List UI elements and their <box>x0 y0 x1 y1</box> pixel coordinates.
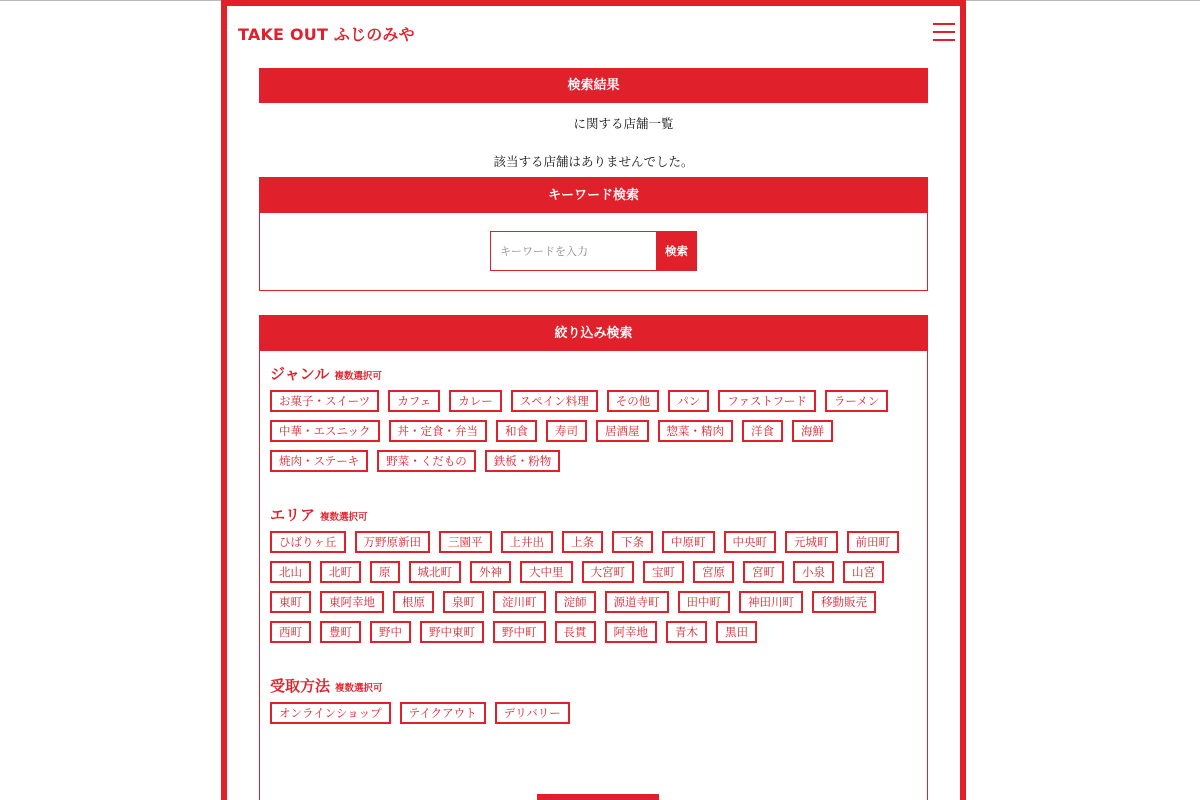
area-title: エリア <box>270 506 316 524</box>
area-tag[interactable]: 青木 <box>666 621 707 643</box>
main-content <box>259 68 928 800</box>
area-tag[interactable]: 東阿幸地 <box>320 591 384 613</box>
pickup-tag-list <box>270 702 917 732</box>
area-tag[interactable]: 万野原新田 <box>355 531 431 553</box>
keyword-search-heading: キーワード検索 <box>260 178 927 213</box>
area-tag[interactable]: 大中里 <box>520 561 573 583</box>
genre-tag[interactable]: カレー <box>449 390 502 412</box>
area-tag[interactable]: 上井出 <box>501 531 554 553</box>
genre-tag[interactable]: 野菜・くだもの <box>377 450 476 472</box>
empty-results-message: 該当する店舗はありませんでした。 <box>493 154 694 169</box>
area-tag[interactable]: 宮町 <box>743 561 784 583</box>
area-tag[interactable]: 豊町 <box>320 621 361 643</box>
genre-tag[interactable]: 洋食 <box>742 420 783 442</box>
area-tag[interactable]: 下条 <box>612 531 653 553</box>
hamburger-menu-icon[interactable] <box>933 21 955 41</box>
pickup-tag[interactable]: オンラインショップ <box>270 702 391 724</box>
area-tag[interactable]: 泉町 <box>443 591 484 613</box>
genre-tag[interactable]: 焼肉・ステーキ <box>270 450 368 472</box>
area-tag[interactable]: 源道寺町 <box>605 591 669 613</box>
area-tag[interactable]: 中原町 <box>662 531 715 553</box>
area-tag[interactable]: 移動販売 <box>812 591 876 613</box>
area-tag[interactable]: 原 <box>370 561 400 583</box>
area-tag[interactable]: 前田町 <box>847 531 900 553</box>
area-tag[interactable]: 外神 <box>470 561 511 583</box>
genre-tag[interactable]: ラーメン <box>825 390 888 412</box>
area-section <box>260 504 927 651</box>
keyword-input[interactable] <box>490 231 657 271</box>
area-tag[interactable]: 神田川町 <box>739 591 803 613</box>
filter-search-heading: 絞り込み検索 <box>260 316 927 351</box>
bottom-submit-tab[interactable] <box>537 794 659 800</box>
genre-tag[interactable]: 和食 <box>496 420 537 442</box>
genre-tag[interactable]: 鉄板・粉物 <box>485 450 561 472</box>
pickup-title: 受取方法 <box>270 677 331 695</box>
results-keyword-suffix: に関する店舗一覧 <box>573 116 674 131</box>
page-frame <box>221 0 966 800</box>
genre-tag[interactable]: その他 <box>607 390 660 412</box>
area-tag[interactable]: 田中町 <box>678 591 731 613</box>
area-tag[interactable]: 淀川町 <box>493 591 546 613</box>
area-tag[interactable]: 淀師 <box>555 591 596 613</box>
genre-section <box>260 363 927 480</box>
area-tag[interactable]: 黒田 <box>716 621 757 643</box>
genre-tag[interactable]: 中華・エスニック <box>270 420 380 442</box>
area-tag[interactable]: 野中 <box>370 621 411 643</box>
area-tag[interactable]: 長貫 <box>555 621 596 643</box>
genre-tag[interactable]: カフェ <box>388 390 440 412</box>
area-tag[interactable]: 山宮 <box>843 561 884 583</box>
area-tag[interactable]: 野中東町 <box>420 621 484 643</box>
filter-search-panel <box>259 315 928 800</box>
site-header <box>238 20 955 50</box>
area-tag[interactable]: 野中町 <box>493 621 546 643</box>
genre-tag[interactable]: お菓子・スイーツ <box>270 390 379 412</box>
genre-tag[interactable]: 丼・定食・弁当 <box>389 420 488 442</box>
area-tag[interactable]: 上条 <box>562 531 603 553</box>
area-tag[interactable]: 元城町 <box>785 531 838 553</box>
genre-tag-list <box>270 390 917 480</box>
results-keyword-line <box>259 116 928 132</box>
area-tag[interactable]: 宮原 <box>693 561 734 583</box>
area-tag[interactable]: 北山 <box>270 561 311 583</box>
area-tag[interactable]: 西町 <box>270 621 311 643</box>
pickup-tag[interactable]: デリバリー <box>495 702 570 724</box>
area-tag[interactable]: ひばりヶ丘 <box>270 531 346 553</box>
genre-tag[interactable]: 惣菜・精肉 <box>658 420 734 442</box>
genre-note: 複数選択可 <box>334 371 382 382</box>
area-tag[interactable]: 小泉 <box>793 561 834 583</box>
genre-tag[interactable]: 海鮮 <box>792 420 833 442</box>
pickup-note: 複数選択可 <box>335 683 383 694</box>
genre-title: ジャンル <box>270 365 330 383</box>
genre-tag[interactable]: パン <box>668 390 709 412</box>
area-tag[interactable]: 城北町 <box>409 561 462 583</box>
keyword-search-button[interactable]: 検索 <box>656 231 697 271</box>
area-tag[interactable]: 阿幸地 <box>605 621 658 643</box>
genre-tag[interactable]: スペイン料理 <box>511 390 598 412</box>
area-tag[interactable]: 三園平 <box>439 531 492 553</box>
area-tag-list <box>270 531 917 651</box>
area-tag[interactable]: 東町 <box>270 591 311 613</box>
genre-tag[interactable]: ファストフード <box>718 390 816 412</box>
keyword-search-panel <box>259 177 928 291</box>
area-tag[interactable]: 中央町 <box>724 531 777 553</box>
area-tag[interactable]: 北町 <box>320 561 361 583</box>
genre-tag[interactable]: 居酒屋 <box>596 420 649 442</box>
area-tag[interactable]: 大宮町 <box>582 561 635 583</box>
area-tag[interactable]: 宝町 <box>643 561 684 583</box>
area-tag[interactable]: 根原 <box>393 591 434 613</box>
area-note: 複数選択可 <box>320 512 368 523</box>
genre-tag[interactable]: 寿司 <box>546 420 587 442</box>
site-logo[interactable]: TAKE OUT ふじのみや <box>238 25 415 44</box>
pickup-tag[interactable]: テイクアウト <box>400 702 486 724</box>
results-heading: 検索結果 <box>259 68 928 103</box>
pickup-section <box>260 675 927 732</box>
